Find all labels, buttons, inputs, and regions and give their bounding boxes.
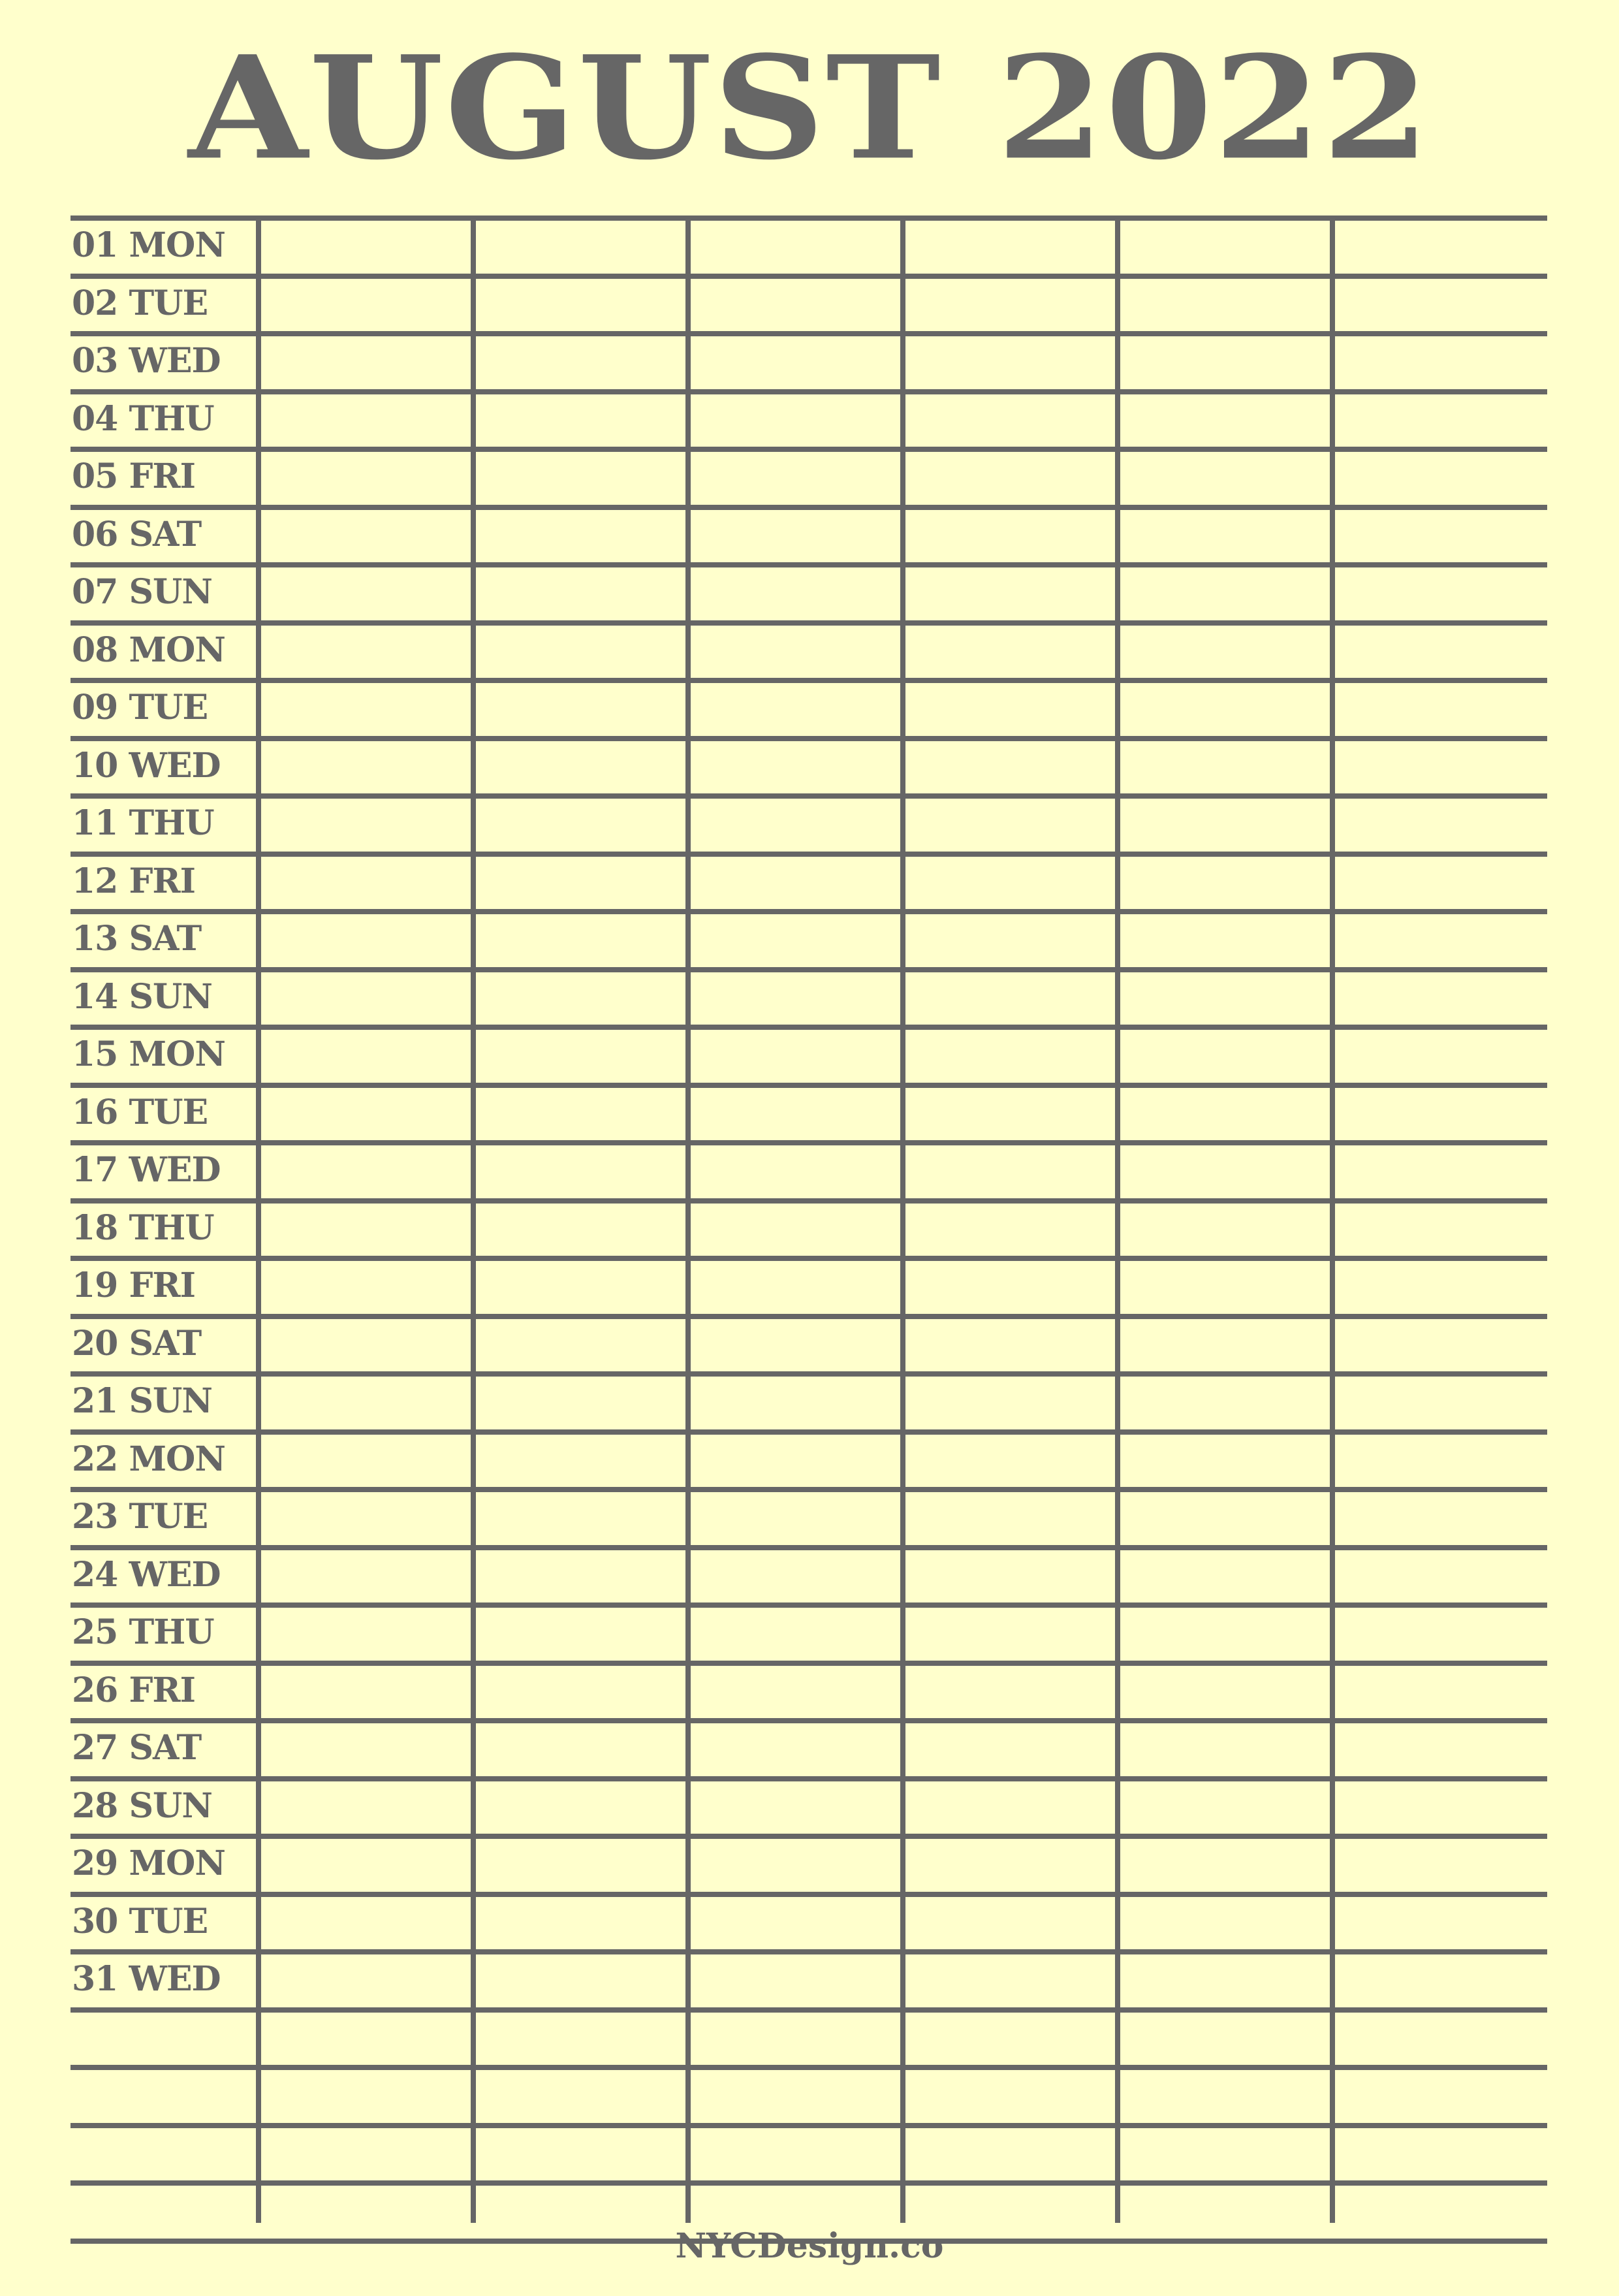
column-divider [256,215,261,2223]
row-divider [71,215,1547,221]
column-divider [900,215,905,2223]
column-divider [1115,215,1120,2223]
row-divider [71,793,1547,799]
row-divider [71,678,1547,683]
row-divider [71,2065,1547,2070]
day-label: 27 SAT [72,1728,202,1768]
row-divider [71,1949,1547,1954]
row-divider [71,909,1547,914]
row-divider [71,736,1547,741]
row-divider [71,1198,1547,1204]
day-label: 30 TUE [72,1901,208,1941]
column-divider [1330,215,1335,2223]
column-divider [471,215,476,2223]
day-label: 05 FRI [72,456,195,496]
day-label: 04 THU [72,398,214,439]
row-divider [71,1314,1547,1319]
day-label: 01 MON [72,225,225,265]
day-label: 16 TUE [72,1092,208,1132]
day-label: 21 SUN [72,1381,212,1421]
row-divider [71,1776,1547,1781]
row-divider [71,1487,1547,1492]
row-divider [71,2180,1547,2186]
row-divider [71,1834,1547,1839]
row-divider [71,562,1547,567]
day-label: 14 SUN [72,976,212,1017]
row-divider [71,2123,1547,2128]
day-label: 18 THU [72,1207,214,1248]
column-divider [685,215,691,2223]
day-label: 24 WED [72,1554,221,1595]
row-divider [71,1429,1547,1435]
day-label: 29 MON [72,1843,225,1883]
calendar-grid [71,215,1547,2223]
day-label: 02 TUE [72,283,208,323]
row-divider [71,1661,1547,1666]
row-divider [71,1140,1547,1145]
row-divider [71,331,1547,336]
day-label: 06 SAT [72,514,202,554]
row-divider [71,1892,1547,1897]
row-divider [71,620,1547,626]
footer-credit: NYCDesign.co [675,2226,944,2266]
day-label: 31 WED [72,1959,221,1999]
row-divider [71,274,1547,279]
row-divider [71,1083,1547,1088]
day-label: 23 TUE [72,1497,208,1537]
row-divider [71,1602,1547,1608]
page-title: AUGUST 2022 [188,24,1431,191]
day-label: 26 FRI [72,1670,195,1710]
day-label: 07 SUN [72,572,212,612]
day-label: 28 SUN [72,1785,212,1826]
row-divider [71,389,1547,394]
row-divider [71,447,1547,452]
day-label: 15 MON [72,1034,225,1074]
day-label: 10 WED [72,745,221,786]
day-label: 20 SAT [72,1323,202,1363]
day-label: 09 TUE [72,688,208,727]
row-divider [71,1718,1547,1723]
row-divider [71,1545,1547,1550]
row-divider [71,1371,1547,1377]
day-label: 25 THU [72,1612,214,1652]
day-label: 13 SAT [72,919,202,959]
row-divider [71,967,1547,972]
day-label: 08 MON [72,630,225,670]
day-label: 12 FRI [72,861,195,901]
day-label: 19 FRI [72,1266,195,1305]
row-divider [71,505,1547,510]
row-divider [71,1025,1547,1030]
day-label: 03 WED [72,341,221,381]
row-divider [71,852,1547,857]
day-label: 17 WED [72,1150,221,1190]
day-label: 11 THU [72,803,214,843]
day-label: 22 MON [72,1439,225,1479]
row-divider [71,2007,1547,2013]
row-divider [71,1256,1547,1261]
